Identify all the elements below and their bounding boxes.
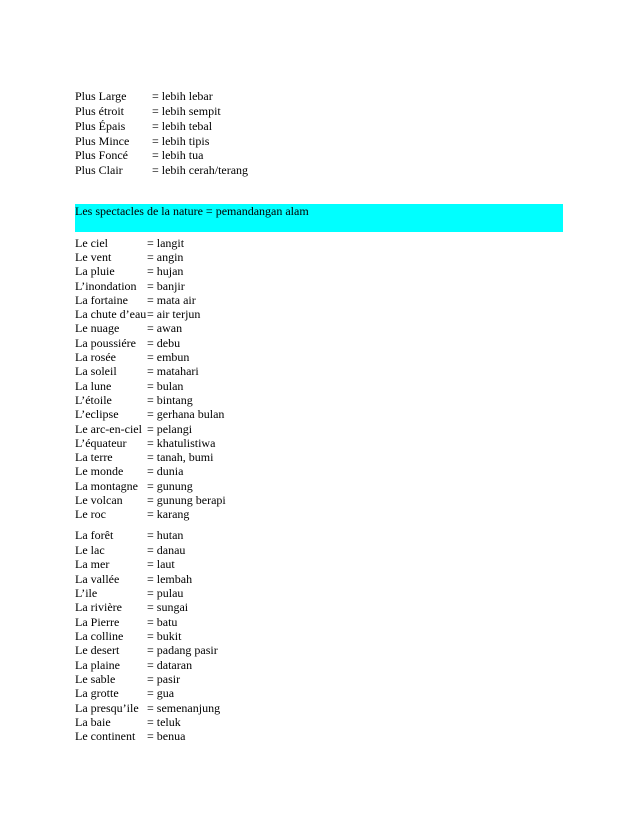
- french-term: Le sable: [75, 672, 116, 686]
- indonesian-definition: = lembah: [147, 572, 193, 586]
- indonesian-definition: = awan: [147, 321, 183, 335]
- french-term: Le nuage: [75, 321, 120, 335]
- indonesian-definition: = bukit: [147, 629, 182, 643]
- french-term: Le desert: [75, 643, 120, 657]
- indonesian-definition: = teluk: [147, 715, 181, 729]
- french-term: La pluie: [75, 264, 115, 278]
- french-term: Le ciel: [75, 236, 108, 250]
- indonesian-definition: = lebih tua: [152, 148, 204, 162]
- french-term: La Pierre: [75, 615, 120, 629]
- french-term: L’inondation: [75, 279, 137, 293]
- indonesian-definition: = lebih tebal: [152, 119, 213, 133]
- indonesian-definition: = lebih sempit: [152, 104, 221, 118]
- indonesian-definition: = lebih tipis: [152, 134, 210, 148]
- indonesian-definition: = bintang: [147, 393, 193, 407]
- french-term: Le monde: [75, 464, 124, 478]
- indonesian-definition: = debu: [147, 336, 181, 350]
- french-term: La montagne: [75, 479, 138, 493]
- indonesian-definition: = gunung: [147, 479, 193, 493]
- french-term: L’équateur: [75, 436, 127, 450]
- french-term: L’eclipse: [75, 407, 119, 421]
- french-term: La chute d’eau: [75, 307, 147, 321]
- indonesian-definition: = dunia: [147, 464, 184, 478]
- indonesian-definition: = tanah, bumi: [147, 450, 214, 464]
- indonesian-definition: = air terjun: [147, 307, 201, 321]
- french-term: L’ile: [75, 586, 98, 600]
- french-term: La grotte: [75, 686, 119, 700]
- french-term: Plus Large: [75, 89, 127, 103]
- french-term: La presqu’ile: [75, 701, 139, 715]
- indonesian-definition: = pelangi: [147, 422, 193, 436]
- indonesian-definition: = mata air: [147, 293, 196, 307]
- french-term: La lune: [75, 379, 112, 393]
- indonesian-definition: = angin: [147, 250, 184, 264]
- indonesian-definition: = gunung berapi: [147, 493, 226, 507]
- french-term: Le roc: [75, 507, 106, 521]
- section-heading: Les spectacles de la nature = pemandangan alam: [75, 204, 309, 218]
- french-term: La colline: [75, 629, 124, 643]
- indonesian-definition: = khatulistiwa: [147, 436, 216, 450]
- french-term: La soleil: [75, 364, 117, 378]
- indonesian-definition: = gerhana bulan: [147, 407, 225, 421]
- french-term: Plus Foncé: [75, 148, 129, 162]
- section-heading-band: [75, 204, 563, 232]
- indonesian-definition: = semenanjung: [147, 701, 221, 715]
- french-term: La terre: [75, 450, 113, 464]
- indonesian-definition: = hujan: [147, 264, 184, 278]
- french-term: La poussiére: [75, 336, 136, 350]
- french-term: Plus Clair: [75, 163, 123, 177]
- french-term: Le lac: [75, 543, 105, 557]
- indonesian-definition: = padang pasir: [147, 643, 218, 657]
- indonesian-definition: = matahari: [147, 364, 199, 378]
- french-term: La rosée: [75, 350, 116, 364]
- french-term: Le vent: [75, 250, 112, 264]
- french-term: Plus étroit: [75, 104, 125, 118]
- french-term: La fortaine: [75, 293, 128, 307]
- french-term: La mer: [75, 557, 110, 571]
- french-term: La baie: [75, 715, 111, 729]
- indonesian-definition: = langit: [147, 236, 185, 250]
- indonesian-definition: = banjir: [147, 279, 185, 293]
- indonesian-definition: = lebih cerah/terang: [152, 163, 249, 177]
- indonesian-definition: = batu: [147, 615, 178, 629]
- indonesian-definition: = embun: [147, 350, 190, 364]
- indonesian-definition: = hutan: [147, 528, 184, 542]
- indonesian-definition: = dataran: [147, 658, 193, 672]
- indonesian-definition: = pulau: [147, 586, 184, 600]
- french-term: La forêt: [75, 528, 114, 542]
- indonesian-definition: = bulan: [147, 379, 184, 393]
- french-term: Le volcan: [75, 493, 123, 507]
- french-term: Le continent: [75, 729, 136, 743]
- indonesian-definition: = gua: [147, 686, 175, 700]
- french-term: Le arc-en-ciel: [75, 422, 142, 436]
- indonesian-definition: = pasir: [147, 672, 181, 686]
- french-term: L’étoile: [75, 393, 112, 407]
- french-term: La rivière: [75, 600, 122, 614]
- indonesian-definition: = karang: [147, 507, 190, 521]
- french-term: La plaine: [75, 658, 120, 672]
- indonesian-definition: = sungai: [147, 600, 189, 614]
- french-term: La vallée: [75, 572, 120, 586]
- french-term: Plus Épais: [75, 119, 126, 133]
- indonesian-definition: = laut: [147, 557, 175, 571]
- indonesian-definition: = danau: [147, 543, 186, 557]
- indonesian-definition: = lebih lebar: [152, 89, 213, 103]
- french-term: Plus Mince: [75, 134, 130, 148]
- indonesian-definition: = benua: [147, 729, 186, 743]
